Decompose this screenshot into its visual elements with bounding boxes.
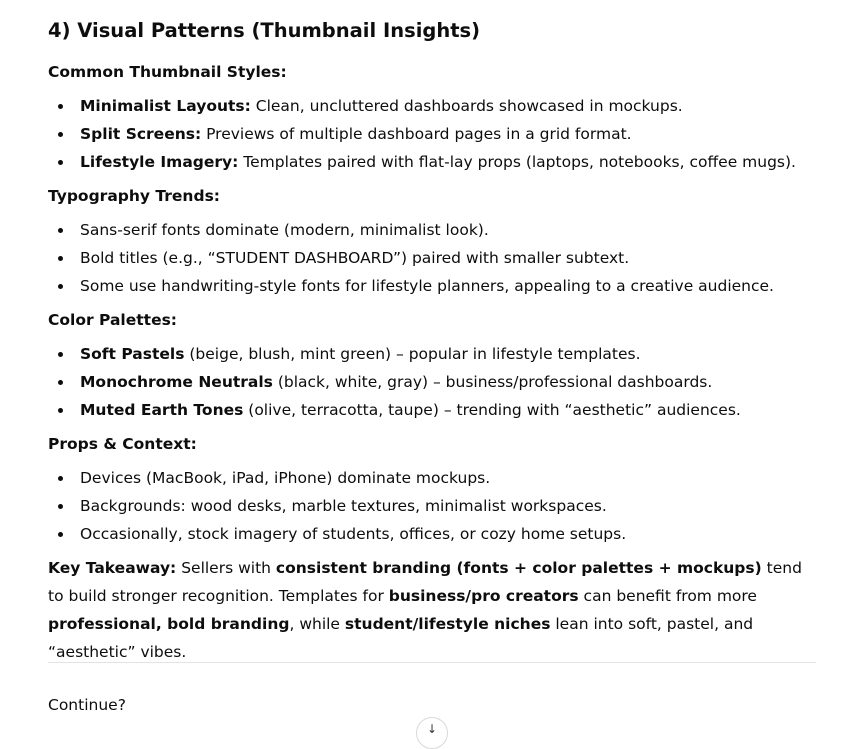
takeaway-label: Key Takeaway: (48, 559, 177, 577)
takeaway-emphasis: professional, bold branding (48, 615, 290, 633)
list-item (48, 120, 808, 148)
props-context-title: Props & Context: (48, 435, 197, 453)
item-label: Lifestyle Imagery: (80, 153, 239, 171)
color-palettes-title: Color Palettes: (48, 311, 178, 329)
item-label: Split Screens: (80, 125, 202, 143)
list-item: Bold titles (e.g., “STUDENT DASHBOARD”) paired with smaller subtext. (48, 244, 808, 272)
item-text: Clean, uncluttered dashboards showcased in mockups. (250, 97, 683, 115)
list-item: Occasionally, stock imagery of students, offices, or cozy home setups. (48, 520, 808, 548)
thumbnail-styles-list (48, 92, 808, 176)
item-text: Templates paired with flat-lay props (laptops, notebooks, coffee mugs). (238, 153, 796, 171)
takeaway-text: tend to build stronger recognition. Templates for (48, 559, 802, 605)
takeaway-text: , while (289, 615, 345, 633)
horizontal-divider (48, 662, 816, 663)
thumbnail-styles-title: Common Thumbnail Styles: (48, 63, 287, 81)
takeaway-emphasis: business/pro creators (388, 587, 579, 605)
takeaway-text: Sellers with (176, 559, 276, 577)
typography-list (48, 216, 808, 300)
list-item: Some use handwriting-style fonts for lifestyle planners, appealing to a creative audience. (48, 272, 808, 300)
takeaway-emphasis: student/lifestyle niches (344, 615, 551, 633)
arrow-down-icon: ↓ (426, 722, 438, 736)
item-label: Soft Pastels (80, 345, 185, 363)
key-takeaway (48, 554, 808, 666)
item-text: (beige, blush, mint green) – popular in lifestyle templates. (184, 345, 641, 363)
item-text: Previews of multiple dashboard pages in a grid format. (201, 125, 632, 143)
list-item: Backgrounds: wood desks, marble textures, minimalist workspaces. (48, 492, 808, 520)
scroll-to-bottom-button[interactable] (416, 717, 448, 749)
follow-up-question: Continue? (48, 696, 126, 714)
item-label: Muted Earth Tones (80, 401, 244, 419)
list-item: Devices (MacBook, iPad, iPhone) dominate mockups. (48, 464, 808, 492)
assistant-message (48, 16, 808, 666)
list-item (48, 396, 808, 424)
list-item (48, 340, 808, 368)
item-text: (black, white, gray) – business/professional dashboards. (272, 373, 713, 391)
takeaway-text: can benefit from more (578, 587, 757, 605)
item-label: Monochrome Neutrals (80, 373, 273, 391)
item-text: (olive, terracotta, taupe) – trending with “aesthetic” audiences. (243, 401, 741, 419)
typography-title: Typography Trends: (48, 187, 220, 205)
props-context-list (48, 464, 808, 548)
item-label: Minimalist Layouts: (80, 97, 251, 115)
takeaway-text: lean into soft, pastel, and “aesthetic” vibes. (48, 615, 754, 661)
color-palettes-list (48, 340, 808, 424)
list-item (48, 92, 808, 120)
list-item (48, 368, 808, 396)
list-item: Sans-serif fonts dominate (modern, minimalist look). (48, 216, 808, 244)
section-heading: 4) Visual Patterns (Thumbnail Insights) (48, 19, 481, 42)
list-item (48, 148, 808, 176)
takeaway-emphasis: consistent branding (fonts + color palettes + mockups) (275, 559, 762, 577)
